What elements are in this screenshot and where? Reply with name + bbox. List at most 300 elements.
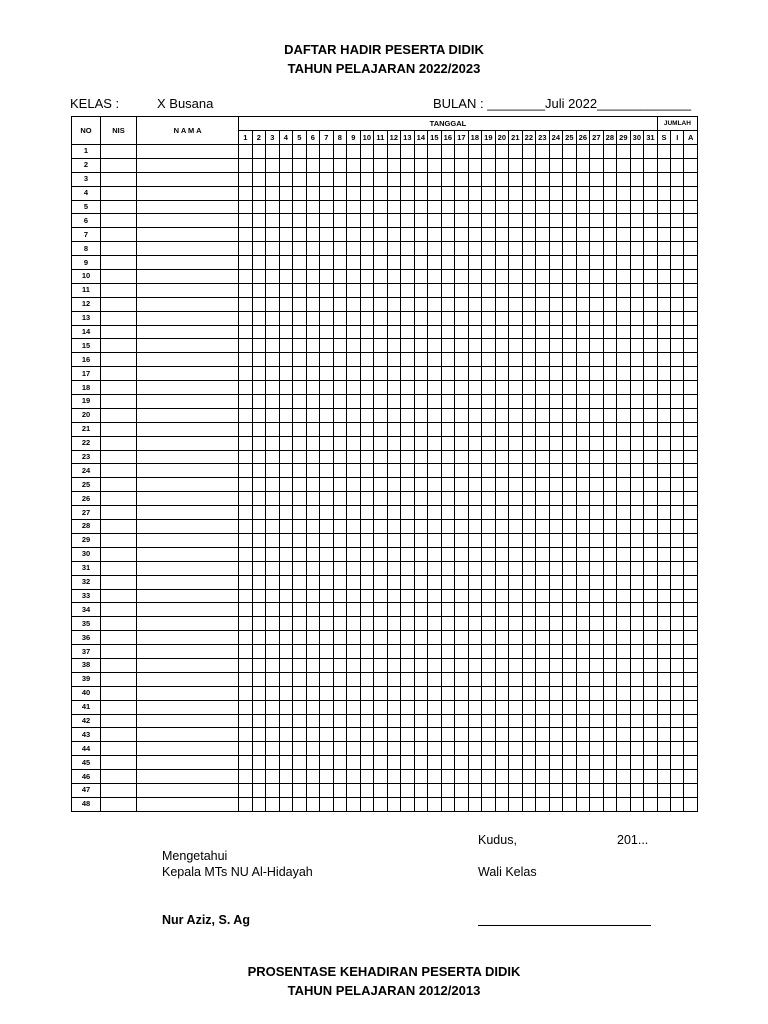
attendance-cell[interactable] [468, 742, 482, 756]
attendance-cell[interactable] [387, 589, 401, 603]
nama-cell[interactable] [137, 381, 239, 395]
attendance-cell[interactable] [428, 450, 442, 464]
nis-cell[interactable] [101, 395, 137, 409]
attendance-cell[interactable] [414, 533, 428, 547]
attendance-cell[interactable] [468, 214, 482, 228]
attendance-cell[interactable] [306, 603, 320, 617]
attendance-cell[interactable] [266, 381, 280, 395]
attendance-cell[interactable] [414, 214, 428, 228]
attendance-cell[interactable] [387, 450, 401, 464]
attendance-cell[interactable] [401, 214, 415, 228]
attendance-cell[interactable] [320, 603, 334, 617]
attendance-cell[interactable] [374, 186, 388, 200]
attendance-cell[interactable] [536, 283, 550, 297]
attendance-cell[interactable] [239, 228, 253, 242]
attendance-cell[interactable] [387, 533, 401, 547]
attendance-cell[interactable] [279, 714, 293, 728]
attendance-cell[interactable] [320, 575, 334, 589]
jumlah-cell[interactable] [657, 714, 670, 728]
attendance-cell[interactable] [387, 408, 401, 422]
attendance-cell[interactable] [239, 631, 253, 645]
attendance-cell[interactable] [414, 381, 428, 395]
attendance-cell[interactable] [374, 228, 388, 242]
attendance-cell[interactable] [509, 797, 523, 811]
attendance-cell[interactable] [536, 520, 550, 534]
attendance-cell[interactable] [522, 228, 536, 242]
attendance-cell[interactable] [414, 228, 428, 242]
attendance-cell[interactable] [239, 283, 253, 297]
attendance-cell[interactable] [441, 603, 455, 617]
attendance-cell[interactable] [536, 200, 550, 214]
attendance-cell[interactable] [293, 214, 307, 228]
attendance-cell[interactable] [536, 783, 550, 797]
nama-cell[interactable] [137, 547, 239, 561]
attendance-cell[interactable] [590, 617, 604, 631]
attendance-cell[interactable] [333, 450, 347, 464]
attendance-cell[interactable] [252, 672, 266, 686]
attendance-cell[interactable] [333, 270, 347, 284]
attendance-cell[interactable] [617, 200, 631, 214]
attendance-cell[interactable] [347, 408, 361, 422]
attendance-cell[interactable] [401, 547, 415, 561]
attendance-cell[interactable] [414, 464, 428, 478]
attendance-cell[interactable] [617, 395, 631, 409]
attendance-cell[interactable] [482, 450, 496, 464]
attendance-cell[interactable] [563, 645, 577, 659]
attendance-cell[interactable] [320, 478, 334, 492]
attendance-cell[interactable] [549, 228, 563, 242]
attendance-cell[interactable] [603, 367, 617, 381]
jumlah-cell[interactable] [671, 381, 684, 395]
attendance-cell[interactable] [455, 256, 469, 270]
attendance-cell[interactable] [306, 672, 320, 686]
attendance-cell[interactable] [495, 353, 509, 367]
attendance-cell[interactable] [333, 339, 347, 353]
attendance-cell[interactable] [239, 756, 253, 770]
attendance-cell[interactable] [293, 353, 307, 367]
attendance-cell[interactable] [549, 561, 563, 575]
attendance-cell[interactable] [428, 533, 442, 547]
attendance-cell[interactable] [455, 533, 469, 547]
attendance-cell[interactable] [306, 770, 320, 784]
attendance-cell[interactable] [347, 728, 361, 742]
attendance-cell[interactable] [590, 353, 604, 367]
attendance-cell[interactable] [360, 228, 374, 242]
attendance-cell[interactable] [401, 783, 415, 797]
attendance-cell[interactable] [522, 742, 536, 756]
attendance-cell[interactable] [563, 492, 577, 506]
attendance-cell[interactable] [644, 464, 658, 478]
attendance-cell[interactable] [576, 311, 590, 325]
attendance-cell[interactable] [320, 547, 334, 561]
attendance-cell[interactable] [522, 520, 536, 534]
jumlah-cell[interactable] [657, 325, 670, 339]
jumlah-cell[interactable] [684, 228, 698, 242]
attendance-cell[interactable] [549, 533, 563, 547]
attendance-cell[interactable] [441, 200, 455, 214]
attendance-cell[interactable] [401, 242, 415, 256]
attendance-cell[interactable] [239, 575, 253, 589]
jumlah-cell[interactable] [657, 700, 670, 714]
jumlah-cell[interactable] [684, 464, 698, 478]
attendance-cell[interactable] [306, 145, 320, 159]
attendance-cell[interactable] [279, 478, 293, 492]
attendance-cell[interactable] [630, 256, 644, 270]
attendance-cell[interactable] [333, 436, 347, 450]
nis-cell[interactable] [101, 158, 137, 172]
attendance-cell[interactable] [414, 339, 428, 353]
attendance-cell[interactable] [360, 158, 374, 172]
attendance-cell[interactable] [266, 797, 280, 811]
attendance-cell[interactable] [441, 506, 455, 520]
attendance-cell[interactable] [428, 797, 442, 811]
attendance-cell[interactable] [293, 520, 307, 534]
attendance-cell[interactable] [333, 395, 347, 409]
attendance-cell[interactable] [279, 561, 293, 575]
attendance-cell[interactable] [320, 714, 334, 728]
attendance-cell[interactable] [522, 283, 536, 297]
attendance-cell[interactable] [536, 408, 550, 422]
attendance-cell[interactable] [414, 325, 428, 339]
attendance-cell[interactable] [360, 631, 374, 645]
attendance-cell[interactable] [279, 756, 293, 770]
attendance-cell[interactable] [387, 797, 401, 811]
attendance-cell[interactable] [347, 589, 361, 603]
attendance-cell[interactable] [455, 436, 469, 450]
attendance-cell[interactable] [455, 492, 469, 506]
attendance-cell[interactable] [590, 172, 604, 186]
attendance-cell[interactable] [495, 631, 509, 645]
attendance-cell[interactable] [644, 214, 658, 228]
attendance-cell[interactable] [293, 450, 307, 464]
nis-cell[interactable] [101, 714, 137, 728]
attendance-cell[interactable] [590, 575, 604, 589]
attendance-cell[interactable] [374, 478, 388, 492]
attendance-cell[interactable] [455, 464, 469, 478]
attendance-cell[interactable] [509, 770, 523, 784]
attendance-cell[interactable] [576, 186, 590, 200]
attendance-cell[interactable] [549, 478, 563, 492]
jumlah-cell[interactable] [684, 381, 698, 395]
attendance-cell[interactable] [266, 270, 280, 284]
jumlah-cell[interactable] [684, 297, 698, 311]
attendance-cell[interactable] [590, 658, 604, 672]
attendance-cell[interactable] [576, 533, 590, 547]
attendance-cell[interactable] [387, 311, 401, 325]
attendance-cell[interactable] [509, 714, 523, 728]
attendance-cell[interactable] [360, 283, 374, 297]
attendance-cell[interactable] [630, 742, 644, 756]
attendance-cell[interactable] [374, 408, 388, 422]
attendance-cell[interactable] [563, 658, 577, 672]
attendance-cell[interactable] [509, 200, 523, 214]
attendance-cell[interactable] [441, 686, 455, 700]
attendance-cell[interactable] [495, 658, 509, 672]
attendance-cell[interactable] [590, 700, 604, 714]
attendance-cell[interactable] [563, 714, 577, 728]
attendance-cell[interactable] [644, 533, 658, 547]
attendance-cell[interactable] [360, 770, 374, 784]
attendance-cell[interactable] [333, 742, 347, 756]
jumlah-cell[interactable] [671, 464, 684, 478]
attendance-cell[interactable] [590, 367, 604, 381]
attendance-cell[interactable] [347, 214, 361, 228]
attendance-cell[interactable] [428, 464, 442, 478]
attendance-cell[interactable] [347, 450, 361, 464]
attendance-cell[interactable] [590, 242, 604, 256]
attendance-cell[interactable] [522, 617, 536, 631]
attendance-cell[interactable] [536, 256, 550, 270]
attendance-cell[interactable] [468, 436, 482, 450]
attendance-cell[interactable] [603, 756, 617, 770]
attendance-cell[interactable] [333, 575, 347, 589]
attendance-cell[interactable] [428, 686, 442, 700]
attendance-cell[interactable] [252, 228, 266, 242]
attendance-cell[interactable] [630, 214, 644, 228]
attendance-cell[interactable] [387, 672, 401, 686]
attendance-cell[interactable] [252, 645, 266, 659]
attendance-cell[interactable] [414, 186, 428, 200]
attendance-cell[interactable] [239, 256, 253, 270]
attendance-cell[interactable] [563, 450, 577, 464]
attendance-cell[interactable] [333, 520, 347, 534]
attendance-cell[interactable] [374, 353, 388, 367]
attendance-cell[interactable] [279, 700, 293, 714]
nama-cell[interactable] [137, 742, 239, 756]
jumlah-cell[interactable] [684, 478, 698, 492]
attendance-cell[interactable] [563, 408, 577, 422]
attendance-cell[interactable] [536, 297, 550, 311]
attendance-cell[interactable] [347, 520, 361, 534]
attendance-cell[interactable] [468, 297, 482, 311]
attendance-cell[interactable] [320, 617, 334, 631]
attendance-cell[interactable] [617, 617, 631, 631]
jumlah-cell[interactable] [671, 367, 684, 381]
attendance-cell[interactable] [536, 214, 550, 228]
jumlah-cell[interactable] [684, 367, 698, 381]
attendance-cell[interactable] [428, 186, 442, 200]
attendance-cell[interactable] [455, 242, 469, 256]
attendance-cell[interactable] [482, 283, 496, 297]
attendance-cell[interactable] [576, 270, 590, 284]
attendance-cell[interactable] [576, 395, 590, 409]
attendance-cell[interactable] [495, 728, 509, 742]
attendance-cell[interactable] [563, 242, 577, 256]
attendance-cell[interactable] [360, 270, 374, 284]
attendance-cell[interactable] [468, 547, 482, 561]
jumlah-cell[interactable] [671, 311, 684, 325]
attendance-cell[interactable] [306, 492, 320, 506]
attendance-cell[interactable] [239, 381, 253, 395]
jumlah-cell[interactable] [657, 770, 670, 784]
attendance-cell[interactable] [347, 533, 361, 547]
attendance-cell[interactable] [347, 186, 361, 200]
attendance-cell[interactable] [536, 728, 550, 742]
attendance-cell[interactable] [401, 714, 415, 728]
attendance-cell[interactable] [333, 797, 347, 811]
attendance-cell[interactable] [266, 311, 280, 325]
attendance-cell[interactable] [401, 506, 415, 520]
attendance-cell[interactable] [482, 395, 496, 409]
attendance-cell[interactable] [495, 367, 509, 381]
attendance-cell[interactable] [644, 631, 658, 645]
attendance-cell[interactable] [441, 422, 455, 436]
attendance-cell[interactable] [401, 520, 415, 534]
attendance-cell[interactable] [522, 325, 536, 339]
nama-cell[interactable] [137, 797, 239, 811]
attendance-cell[interactable] [414, 547, 428, 561]
attendance-cell[interactable] [576, 353, 590, 367]
attendance-cell[interactable] [549, 214, 563, 228]
attendance-cell[interactable] [441, 756, 455, 770]
attendance-cell[interactable] [239, 436, 253, 450]
attendance-cell[interactable] [617, 492, 631, 506]
attendance-cell[interactable] [549, 658, 563, 672]
attendance-cell[interactable] [644, 575, 658, 589]
attendance-cell[interactable] [576, 492, 590, 506]
attendance-cell[interactable] [522, 214, 536, 228]
nis-cell[interactable] [101, 672, 137, 686]
attendance-cell[interactable] [279, 520, 293, 534]
attendance-cell[interactable] [279, 145, 293, 159]
attendance-cell[interactable] [630, 645, 644, 659]
attendance-cell[interactable] [482, 478, 496, 492]
nis-cell[interactable] [101, 200, 137, 214]
jumlah-cell[interactable] [684, 172, 698, 186]
attendance-cell[interactable] [644, 770, 658, 784]
attendance-cell[interactable] [374, 270, 388, 284]
attendance-cell[interactable] [576, 561, 590, 575]
attendance-cell[interactable] [252, 478, 266, 492]
attendance-cell[interactable] [468, 172, 482, 186]
attendance-cell[interactable] [279, 436, 293, 450]
attendance-cell[interactable] [509, 353, 523, 367]
jumlah-cell[interactable] [684, 158, 698, 172]
attendance-cell[interactable] [509, 700, 523, 714]
attendance-cell[interactable] [536, 158, 550, 172]
attendance-cell[interactable] [603, 506, 617, 520]
attendance-cell[interactable] [617, 714, 631, 728]
attendance-cell[interactable] [239, 270, 253, 284]
attendance-cell[interactable] [455, 214, 469, 228]
attendance-cell[interactable] [239, 589, 253, 603]
attendance-cell[interactable] [536, 575, 550, 589]
attendance-cell[interactable] [509, 214, 523, 228]
nis-cell[interactable] [101, 339, 137, 353]
attendance-cell[interactable] [266, 589, 280, 603]
attendance-cell[interactable] [644, 381, 658, 395]
attendance-cell[interactable] [293, 672, 307, 686]
attendance-cell[interactable] [644, 353, 658, 367]
jumlah-cell[interactable] [684, 742, 698, 756]
attendance-cell[interactable] [630, 506, 644, 520]
attendance-cell[interactable] [576, 658, 590, 672]
attendance-cell[interactable] [428, 658, 442, 672]
nama-cell[interactable] [137, 228, 239, 242]
attendance-cell[interactable] [374, 797, 388, 811]
attendance-cell[interactable] [441, 242, 455, 256]
attendance-cell[interactable] [590, 464, 604, 478]
attendance-cell[interactable] [617, 700, 631, 714]
attendance-cell[interactable] [428, 145, 442, 159]
attendance-cell[interactable] [482, 603, 496, 617]
attendance-cell[interactable] [387, 603, 401, 617]
attendance-cell[interactable] [252, 214, 266, 228]
attendance-cell[interactable] [536, 658, 550, 672]
jumlah-cell[interactable] [671, 714, 684, 728]
attendance-cell[interactable] [576, 756, 590, 770]
attendance-cell[interactable] [279, 770, 293, 784]
attendance-cell[interactable] [630, 436, 644, 450]
jumlah-cell[interactable] [671, 645, 684, 659]
attendance-cell[interactable] [509, 381, 523, 395]
attendance-cell[interactable] [374, 547, 388, 561]
attendance-cell[interactable] [563, 367, 577, 381]
attendance-cell[interactable] [630, 242, 644, 256]
attendance-cell[interactable] [549, 464, 563, 478]
attendance-cell[interactable] [252, 311, 266, 325]
attendance-cell[interactable] [239, 422, 253, 436]
jumlah-cell[interactable] [657, 172, 670, 186]
attendance-cell[interactable] [482, 200, 496, 214]
attendance-cell[interactable] [293, 797, 307, 811]
attendance-cell[interactable] [360, 589, 374, 603]
attendance-cell[interactable] [266, 561, 280, 575]
jumlah-cell[interactable] [657, 728, 670, 742]
attendance-cell[interactable] [630, 408, 644, 422]
attendance-cell[interactable] [414, 770, 428, 784]
jumlah-cell[interactable] [657, 311, 670, 325]
attendance-cell[interactable] [252, 520, 266, 534]
attendance-cell[interactable] [536, 533, 550, 547]
jumlah-cell[interactable] [657, 353, 670, 367]
attendance-cell[interactable] [455, 658, 469, 672]
attendance-cell[interactable] [293, 186, 307, 200]
attendance-cell[interactable] [576, 242, 590, 256]
attendance-cell[interactable] [374, 714, 388, 728]
attendance-cell[interactable] [347, 242, 361, 256]
nis-cell[interactable] [101, 450, 137, 464]
attendance-cell[interactable] [576, 547, 590, 561]
nama-cell[interactable] [137, 422, 239, 436]
attendance-cell[interactable] [536, 700, 550, 714]
attendance-cell[interactable] [617, 381, 631, 395]
attendance-cell[interactable] [590, 770, 604, 784]
attendance-cell[interactable] [414, 395, 428, 409]
attendance-cell[interactable] [441, 575, 455, 589]
attendance-cell[interactable] [414, 145, 428, 159]
attendance-cell[interactable] [617, 520, 631, 534]
attendance-cell[interactable] [455, 520, 469, 534]
attendance-cell[interactable] [576, 256, 590, 270]
attendance-cell[interactable] [482, 645, 496, 659]
jumlah-cell[interactable] [684, 200, 698, 214]
attendance-cell[interactable] [347, 172, 361, 186]
attendance-cell[interactable] [522, 547, 536, 561]
attendance-cell[interactable] [279, 353, 293, 367]
attendance-cell[interactable] [455, 422, 469, 436]
attendance-cell[interactable] [441, 728, 455, 742]
attendance-cell[interactable] [414, 506, 428, 520]
nama-cell[interactable] [137, 770, 239, 784]
attendance-cell[interactable] [428, 422, 442, 436]
jumlah-cell[interactable] [671, 325, 684, 339]
attendance-cell[interactable] [603, 270, 617, 284]
attendance-cell[interactable] [522, 339, 536, 353]
attendance-cell[interactable] [590, 381, 604, 395]
attendance-cell[interactable] [306, 436, 320, 450]
attendance-cell[interactable] [414, 353, 428, 367]
